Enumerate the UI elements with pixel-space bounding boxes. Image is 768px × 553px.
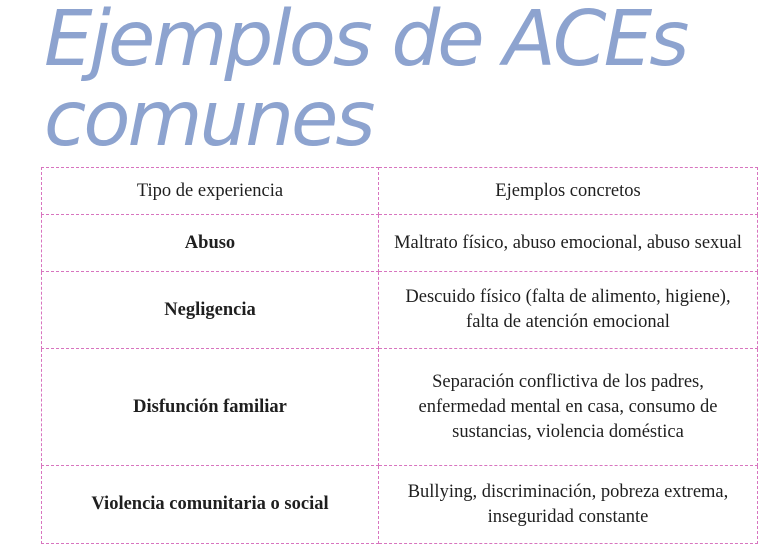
row-type-cell: Abuso [42,215,379,272]
table-row [42,272,758,349]
table-row [42,466,758,544]
aces-table [41,167,758,544]
table-row [42,349,758,466]
row-type-cell: Negligencia [42,272,379,349]
page-title [44,0,764,164]
title-line-1: Ejemplos de ACEs [44,0,687,84]
row-examples-cell: Descuido físico (falta de alimento, higiene), falta de atención emocional [379,272,758,349]
row-examples-cell: Separación conflictiva de los padres, enfermedad mental en casa, consumo de sustancias, violencia doméstica [379,349,758,466]
row-type-cell: Disfunción familiar [42,349,379,466]
header-type: Tipo de experiencia [42,168,379,215]
table-header-row [42,168,758,215]
row-examples-cell: Bullying, discriminación, pobreza extrema, inseguridad constante [379,466,758,544]
title-line-2: comunes [44,75,373,164]
header-examples: Ejemplos concretos [379,168,758,215]
row-examples-cell: Maltrato físico, abuso emocional, abuso sexual [379,215,758,272]
row-type-cell: Violencia comunitaria o social [42,466,379,544]
table-row [42,215,758,272]
